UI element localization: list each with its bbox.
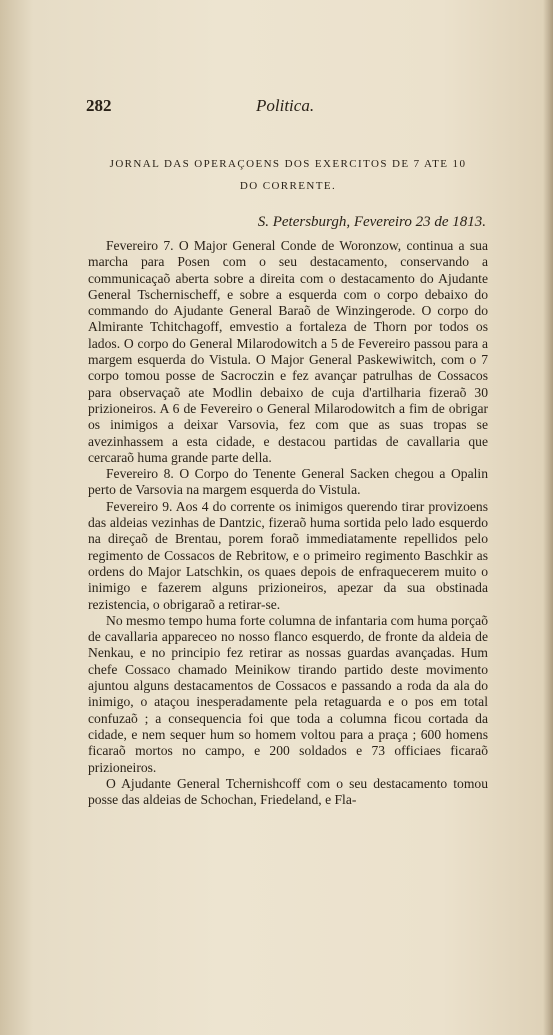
running-head: Politica. (256, 96, 315, 115)
page-gutter-shadow (543, 0, 553, 1035)
paragraph: Fevereiro 7. O Major General Conde de Woronzow, continua a sua marcha para Posen com o seu destacamento, conservando a communicaçaõ aberta sobre a direita com o destacamento do Ajudante General Tschernischeff, e sobre a esquerda com o corpo debaixo do commando do Ajudante General Baraõ de Winzingerode. O corpo do Almirante Tchitchagoff, emvestio a fortaleza de Thorn por todos os lados. O corpo do General Milarodowitch a 5 de Fevereiro passou para a margem esquerda do Vistula. O Major General Paskewiwitch, com o 7 corpo tomou posse de Sacroczin e fez avançar patrulhas de Cossacos para observaçaõ ate Modlin debaixo de cuja d'artilharia fizeraõ 30 prizioneiros. A 6 de Fevereiro o General Milarodowitch a fim de obrigar os inimigos a deixar Varsovia, fez com que as suas tropas se avezinhassem a esta cidade, e destacou partidas de cavallaria que cercaraõ huma grande parte della. (88, 238, 488, 465)
paragraph: No mesmo tempo huma forte columna de infantaria com huma porçaõ de cavallaria appareceo no nosso flanco esquerdo, de fronte da aldeia de Nenkau, e no principio fez retirar as nossas guardas avançadas. Hum chefe Cossaco chamado Meinikow tirando partido deste movimento ajuntou alguns destacamentos de Cossacos e passando a roda da ala do inimigo, o ataçou inesperadamente pela retaguarda e o pos em total confuzaõ ; a consequencia foi que toda a columna ficou cortada da cidade, e nem sequer hum so homem voltou para a praça ; 600 homens ficaraõ mortos no campo, e 200 soldados e 73 officiaes ficaraõ prizioneiros. (88, 612, 489, 775)
paragraph: Fevereiro 8. O Corpo do Tenente General Sacken chegou a Opalin perto de Varsovia na margem esquerda do Vistula. (88, 466, 488, 498)
page-number: 282 (86, 96, 112, 115)
page-header (86, 96, 486, 120)
paragraph: O Ajudante General Tchernishcoff com o seu destacamento tomou posse das aldeias de Schochan, Friedeland, e Fla- (88, 775, 488, 808)
article-body (88, 238, 488, 808)
paragraph: Fevereiro 9. Aos 4 do corrente os inimigos querendo tirar provizoens das aldeias vezinhas de Dantzic, fizeraõ huma sortida pelo lado esquerdo na direçaõ de Brentau, porem foraõ immediatamente repellidos pelo regimento de Cossacos de Rebritow, e o primeiro regimento Baschkir as ordens do Major Latschkin, os quaes depois de enfraquecerem muito o inimigo e fazerem alguns prizioneiros, apezar da sua obstinada rezistencia, o obrigaraõ a retirar-se. (88, 498, 488, 612)
heading-line-2: DO CORRENTE. (239, 180, 337, 192)
dateline: S. Petersburgh, Fevereiro 23 de 1813. (257, 214, 486, 230)
heading-line-1: JORNAL DAS OPERAÇOENS DOS EXERCITOS DE 7 ATE 10 (109, 158, 467, 170)
article-heading (88, 153, 488, 197)
